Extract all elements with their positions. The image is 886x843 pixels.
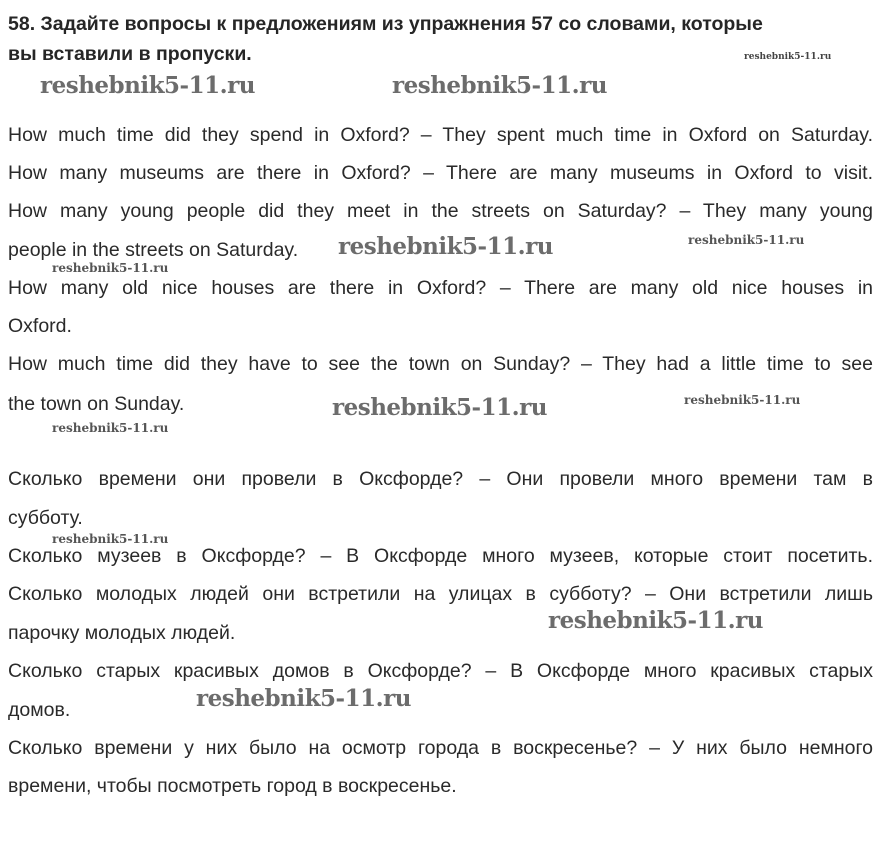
english-line-2: How many museums are there in Oxford? – There are many museums in Oxford to visit. xyxy=(8,162,873,184)
watermark: reshebnik5-11.ru xyxy=(548,607,763,634)
russian-line-1: Сколько времени они провели в Оксфорде? – Они провели много времени там в xyxy=(8,468,873,490)
english-line-5: How many old nice houses are there in Oxford? – There are many old nice houses in xyxy=(8,277,873,299)
english-line-1: How much time did they spend in Oxford? – They spent much time in Oxford on Saturday. xyxy=(8,124,873,146)
russian-line-5: парочку молодых людей. xyxy=(8,622,236,644)
russian-line-7: домов. xyxy=(8,699,71,721)
watermark: reshebnik5-11.ru xyxy=(744,52,832,62)
watermark: reshebnik5-11.ru xyxy=(684,393,801,407)
watermark: reshebnik5-11.ru xyxy=(392,72,607,99)
exercise-title-line-1: 58. Задайте вопросы к предложениям из упражнения 57 со словами, которые xyxy=(8,13,763,35)
english-line-7: How much time did they have to see the town on Sunday? – They had a little time to see xyxy=(8,353,873,375)
watermark: reshebnik5-11.ru xyxy=(338,233,553,260)
watermark: reshebnik5-11.ru xyxy=(40,72,255,99)
watermark: reshebnik5-11.ru xyxy=(196,685,411,712)
english-line-8: the town on Sunday. xyxy=(8,393,185,415)
russian-line-3: Сколько музеев в Оксфорде? – В Оксфорде много музеев, которые стоит посетить. xyxy=(8,545,873,567)
russian-line-9: времени, чтобы посмотреть город в воскресенье. xyxy=(8,775,457,797)
english-line-6: Oxford. xyxy=(8,315,72,337)
watermark: reshebnik5-11.ru xyxy=(52,532,169,546)
russian-line-4: Сколько молодых людей они встретили на улицах в субботу? – Они встретили лишь xyxy=(8,583,873,605)
russian-line-8: Сколько времени у них было на осмотр города в воскресенье? – У них было немного xyxy=(8,737,873,759)
watermark: reshebnik5-11.ru xyxy=(688,233,805,247)
russian-line-2: субботу. xyxy=(8,507,83,529)
watermark: reshebnik5-11.ru xyxy=(52,261,169,275)
watermark: reshebnik5-11.ru xyxy=(332,394,547,421)
exercise-title-line-2: вы вставили в пропуски. xyxy=(8,43,252,65)
english-line-3: How many young people did they meet in the streets on Saturday? – They many young xyxy=(8,200,873,222)
russian-line-6: Сколько старых красивых домов в Оксфорде? – В Оксфорде много красивых старых xyxy=(8,660,873,682)
watermark: reshebnik5-11.ru xyxy=(52,421,169,435)
english-line-4: people in the streets on Saturday. xyxy=(8,239,299,261)
